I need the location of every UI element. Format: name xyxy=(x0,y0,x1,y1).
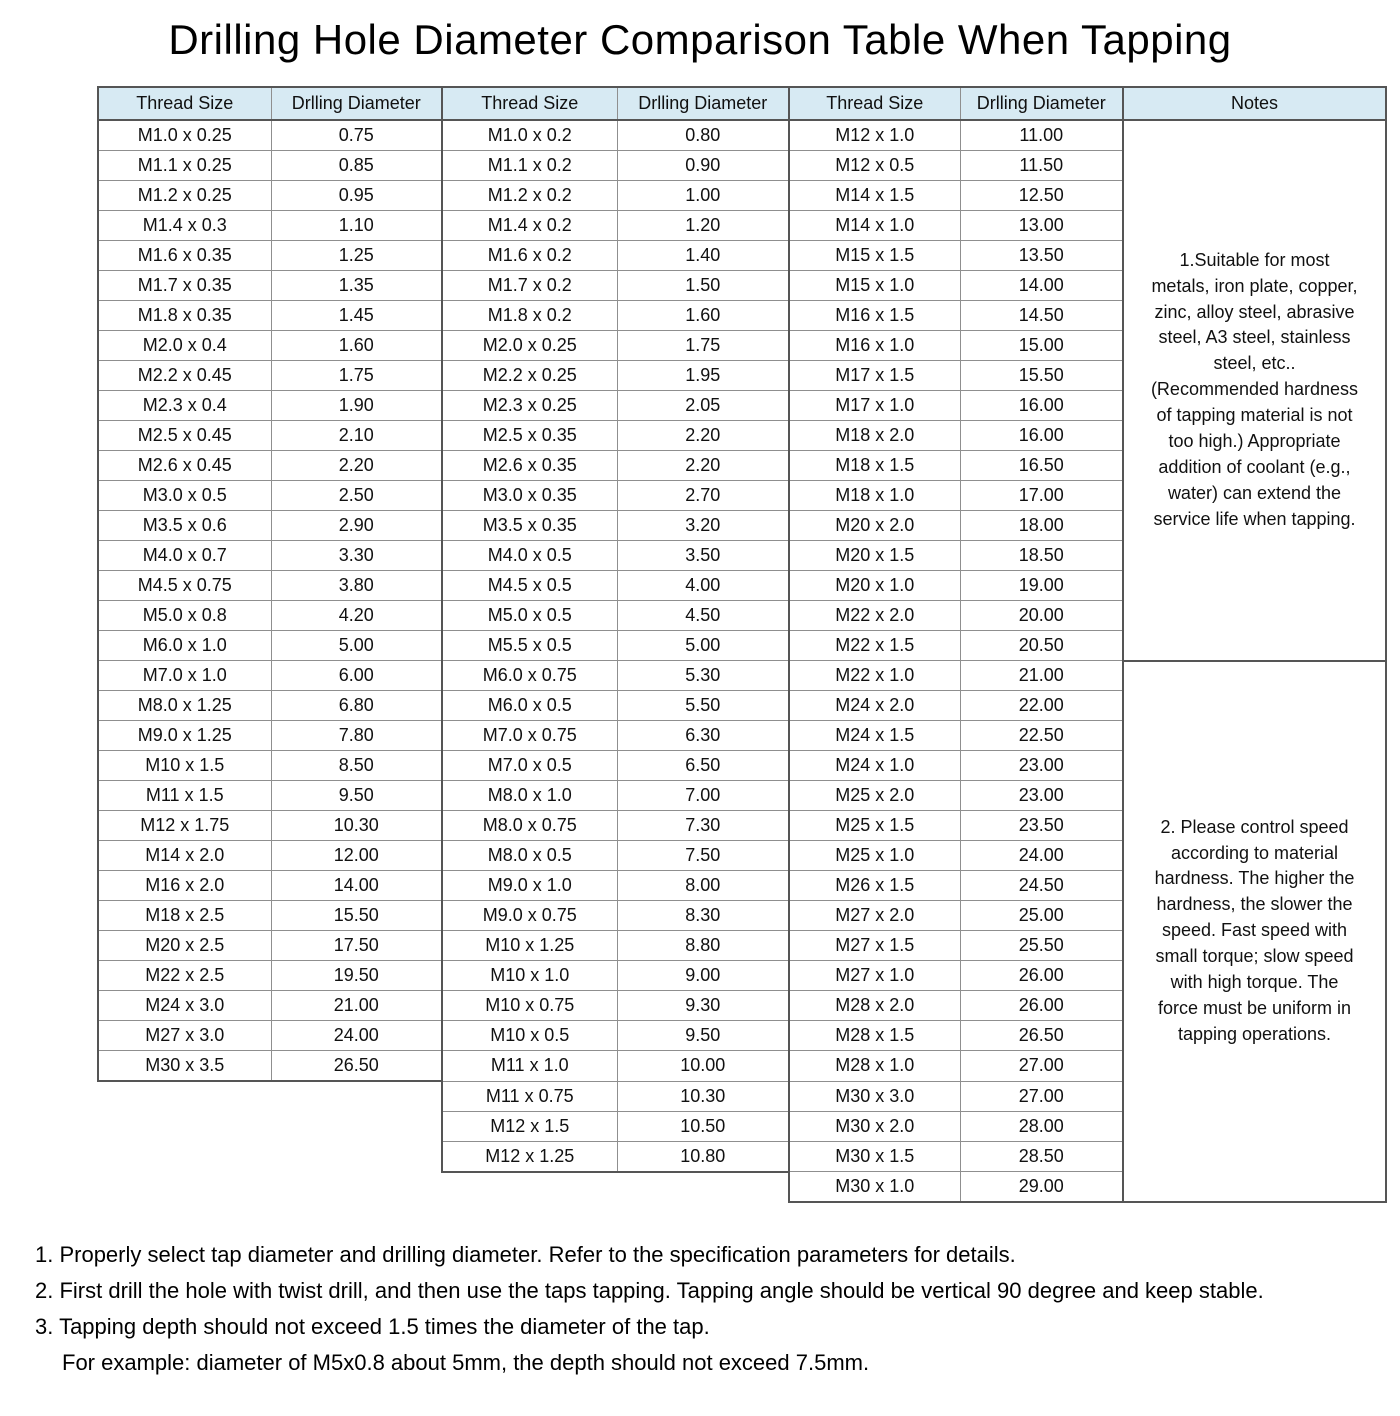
thread-size-cell: M8.0 x 1.25 xyxy=(98,691,271,721)
thread-size-cell: M2.5 x 0.45 xyxy=(98,421,271,451)
drilling-diameter-cell: 23.50 xyxy=(960,811,1123,841)
empty-cell xyxy=(271,1172,442,1203)
drilling-diameter-cell: 2.90 xyxy=(271,511,442,541)
drilling-diameter-cell: 0.90 xyxy=(617,151,789,181)
drilling-diameter-cell: 9.50 xyxy=(617,1021,789,1051)
drilling-comparison-table xyxy=(97,86,1387,1203)
footer-note-1: 1. Properly select tap diameter and drilling diameter. Refer to the specification parameters for details. xyxy=(35,1242,1016,1267)
thread-size-cell: M2.0 x 0.4 xyxy=(98,331,271,361)
column-header-notes: Notes xyxy=(1123,87,1386,120)
thread-size-cell: M24 x 1.0 xyxy=(789,751,960,781)
table-row xyxy=(98,661,1386,691)
thread-size-cell: M1.7 x 0.2 xyxy=(442,271,617,301)
thread-size-cell: M16 x 1.0 xyxy=(789,331,960,361)
thread-size-cell: M26 x 1.5 xyxy=(789,871,960,901)
drilling-diameter-cell: 1.90 xyxy=(271,391,442,421)
drilling-diameter-cell: 0.85 xyxy=(271,151,442,181)
thread-size-cell: M8.0 x 1.0 xyxy=(442,781,617,811)
drilling-diameter-cell: 3.80 xyxy=(271,571,442,601)
drilling-diameter-cell: 0.95 xyxy=(271,181,442,211)
column-header-drilling-diameter-3: Drlling Diameter xyxy=(960,87,1123,120)
column-header-drilling-diameter-1: Drlling Diameter xyxy=(271,87,442,120)
thread-size-cell: M11 x 0.75 xyxy=(442,1081,617,1111)
drilling-diameter-cell: 20.50 xyxy=(960,631,1123,661)
page-title: Drilling Hole Diameter Comparison Table When Tapping xyxy=(168,16,1232,63)
header-row xyxy=(98,87,1386,120)
drilling-diameter-cell: 26.00 xyxy=(960,991,1123,1021)
drilling-diameter-cell: 2.10 xyxy=(271,421,442,451)
drilling-diameter-cell: 2.05 xyxy=(617,391,789,421)
thread-size-cell: M17 x 1.0 xyxy=(789,391,960,421)
drilling-diameter-cell: 22.00 xyxy=(960,691,1123,721)
thread-size-cell: M3.5 x 0.35 xyxy=(442,511,617,541)
drilling-diameter-cell: 5.30 xyxy=(617,661,789,691)
drilling-diameter-cell: 1.50 xyxy=(617,271,789,301)
drilling-diameter-cell: 28.50 xyxy=(960,1141,1123,1172)
thread-size-cell: M16 x 2.0 xyxy=(98,871,271,901)
drilling-diameter-cell: 25.00 xyxy=(960,901,1123,931)
thread-size-cell: M27 x 2.0 xyxy=(789,901,960,931)
thread-size-cell: M9.0 x 1.25 xyxy=(98,721,271,751)
thread-size-cell: M9.0 x 0.75 xyxy=(442,901,617,931)
thread-size-cell: M1.4 x 0.2 xyxy=(442,211,617,241)
drilling-diameter-cell: 7.80 xyxy=(271,721,442,751)
drilling-diameter-cell: 9.00 xyxy=(617,961,789,991)
drilling-diameter-cell: 11.00 xyxy=(960,120,1123,151)
thread-size-cell: M10 x 1.25 xyxy=(442,931,617,961)
drilling-diameter-cell: 1.95 xyxy=(617,361,789,391)
thread-size-cell: M1.1 x 0.25 xyxy=(98,151,271,181)
thread-size-cell: M28 x 1.5 xyxy=(789,1021,960,1051)
drilling-diameter-cell: 0.75 xyxy=(271,120,442,151)
thread-size-cell: M10 x 1.5 xyxy=(98,751,271,781)
thread-size-cell: M20 x 2.0 xyxy=(789,511,960,541)
thread-size-cell: M30 x 3.0 xyxy=(789,1081,960,1111)
drilling-diameter-cell: 16.00 xyxy=(960,391,1123,421)
drilling-diameter-cell: 22.50 xyxy=(960,721,1123,751)
drilling-diameter-cell: 27.00 xyxy=(960,1051,1123,1082)
thread-size-cell: M28 x 1.0 xyxy=(789,1051,960,1082)
drilling-diameter-cell: 3.30 xyxy=(271,541,442,571)
drilling-diameter-cell: 5.00 xyxy=(617,631,789,661)
drilling-diameter-cell: 14.00 xyxy=(960,271,1123,301)
thread-size-cell: M22 x 1.5 xyxy=(789,631,960,661)
drilling-diameter-cell: 8.30 xyxy=(617,901,789,931)
thread-size-cell: M25 x 1.5 xyxy=(789,811,960,841)
drilling-diameter-cell: 1.60 xyxy=(617,301,789,331)
drilling-diameter-cell: 16.00 xyxy=(960,421,1123,451)
drilling-diameter-cell: 15.50 xyxy=(271,901,442,931)
thread-size-cell: M1.6 x 0.35 xyxy=(98,241,271,271)
drilling-diameter-cell: 7.30 xyxy=(617,811,789,841)
thread-size-cell: M12 x 1.25 xyxy=(442,1141,617,1172)
thread-size-cell: M4.5 x 0.5 xyxy=(442,571,617,601)
drilling-diameter-cell: 6.80 xyxy=(271,691,442,721)
thread-size-cell: M27 x 1.5 xyxy=(789,931,960,961)
thread-size-cell: M3.0 x 0.35 xyxy=(442,481,617,511)
thread-size-cell: M22 x 2.0 xyxy=(789,601,960,631)
drilling-diameter-cell: 23.00 xyxy=(960,781,1123,811)
table-body xyxy=(98,120,1386,1202)
drilling-diameter-cell: 4.20 xyxy=(271,601,442,631)
drilling-diameter-cell: 10.50 xyxy=(617,1111,789,1141)
thread-size-cell: M1.8 x 0.2 xyxy=(442,301,617,331)
thread-size-cell: M2.5 x 0.35 xyxy=(442,421,617,451)
empty-cell xyxy=(98,1141,271,1172)
thread-size-cell: M1.0 x 0.25 xyxy=(98,120,271,151)
drilling-diameter-cell: 19.00 xyxy=(960,571,1123,601)
thread-size-cell: M1.4 x 0.3 xyxy=(98,211,271,241)
footer-note-3-example: For example: diameter of M5x0.8 about 5mm, the depth should not exceed 7.5mm. xyxy=(62,1350,870,1376)
drilling-diameter-cell: 13.00 xyxy=(960,211,1123,241)
thread-size-cell: M2.2 x 0.45 xyxy=(98,361,271,391)
thread-size-cell: M12 x 1.0 xyxy=(789,120,960,151)
empty-cell xyxy=(271,1081,442,1111)
thread-size-cell: M20 x 1.0 xyxy=(789,571,960,601)
drilling-diameter-cell: 3.20 xyxy=(617,511,789,541)
drilling-diameter-cell: 14.00 xyxy=(271,871,442,901)
thread-size-cell: M4.0 x 0.5 xyxy=(442,541,617,571)
thread-size-cell: M2.0 x 0.25 xyxy=(442,331,617,361)
drilling-diameter-cell: 11.50 xyxy=(960,151,1123,181)
drilling-diameter-cell: 18.50 xyxy=(960,541,1123,571)
thread-size-cell: M1.1 x 0.2 xyxy=(442,151,617,181)
thread-size-cell: M12 x 1.75 xyxy=(98,811,271,841)
drilling-diameter-cell: 6.30 xyxy=(617,721,789,751)
drilling-diameter-cell: 26.50 xyxy=(960,1021,1123,1051)
drilling-diameter-cell: 8.80 xyxy=(617,931,789,961)
drilling-diameter-cell: 2.50 xyxy=(271,481,442,511)
thread-size-cell: M18 x 1.5 xyxy=(789,451,960,481)
thread-size-cell: M20 x 2.5 xyxy=(98,931,271,961)
thread-size-cell: M1.6 x 0.2 xyxy=(442,241,617,271)
drilling-diameter-cell: 24.00 xyxy=(960,841,1123,871)
drilling-diameter-cell: 27.00 xyxy=(960,1081,1123,1111)
drilling-diameter-cell: 14.50 xyxy=(960,301,1123,331)
thread-size-cell: M2.6 x 0.35 xyxy=(442,451,617,481)
drilling-diameter-cell: 23.00 xyxy=(960,751,1123,781)
thread-size-cell: M14 x 1.0 xyxy=(789,211,960,241)
drilling-diameter-cell: 7.00 xyxy=(617,781,789,811)
thread-size-cell: M30 x 3.5 xyxy=(98,1051,271,1082)
thread-size-cell: M1.7 x 0.35 xyxy=(98,271,271,301)
thread-size-cell: M30 x 1.0 xyxy=(789,1172,960,1203)
drilling-diameter-cell: 2.20 xyxy=(617,451,789,481)
thread-size-cell: M30 x 2.0 xyxy=(789,1111,960,1141)
drilling-diameter-cell: 0.80 xyxy=(617,120,789,151)
drilling-diameter-cell: 24.50 xyxy=(960,871,1123,901)
thread-size-cell: M1.8 x 0.35 xyxy=(98,301,271,331)
thread-size-cell: M4.0 x 0.7 xyxy=(98,541,271,571)
thread-size-cell: M15 x 1.0 xyxy=(789,271,960,301)
thread-size-cell: M22 x 1.0 xyxy=(789,661,960,691)
drilling-diameter-cell: 24.00 xyxy=(271,1021,442,1051)
drilling-diameter-cell: 17.50 xyxy=(271,931,442,961)
drilling-diameter-cell: 5.00 xyxy=(271,631,442,661)
drilling-diameter-cell: 18.00 xyxy=(960,511,1123,541)
thread-size-cell: M24 x 1.5 xyxy=(789,721,960,751)
drilling-diameter-cell: 10.30 xyxy=(617,1081,789,1111)
thread-size-cell: M16 x 1.5 xyxy=(789,301,960,331)
footer-note-2: 2. First drill the hole with twist drill, and then use the taps tapping. Tapping angle should be vertical 90 degree and keep stable. xyxy=(35,1278,1264,1304)
empty-cell xyxy=(442,1172,617,1203)
column-header-thread-size-1: Thread Size xyxy=(98,87,271,120)
thread-size-cell: M27 x 1.0 xyxy=(789,961,960,991)
thread-size-cell: M18 x 2.0 xyxy=(789,421,960,451)
thread-size-cell: M8.0 x 0.75 xyxy=(442,811,617,841)
drilling-diameter-cell: 19.50 xyxy=(271,961,442,991)
thread-size-cell: M25 x 1.0 xyxy=(789,841,960,871)
drilling-diameter-cell: 2.20 xyxy=(617,421,789,451)
thread-size-cell: M28 x 2.0 xyxy=(789,991,960,1021)
column-header-drilling-diameter-2: Drlling Diameter xyxy=(617,87,789,120)
drilling-diameter-cell: 17.00 xyxy=(960,481,1123,511)
thread-size-cell: M7.0 x 0.75 xyxy=(442,721,617,751)
thread-size-cell: M1.0 x 0.2 xyxy=(442,120,617,151)
thread-size-cell: M6.0 x 1.0 xyxy=(98,631,271,661)
empty-cell xyxy=(98,1081,271,1111)
drilling-diameter-cell: 15.00 xyxy=(960,331,1123,361)
drilling-diameter-cell: 9.50 xyxy=(271,781,442,811)
thread-size-cell: M2.3 x 0.4 xyxy=(98,391,271,421)
thread-size-cell: M7.0 x 0.5 xyxy=(442,751,617,781)
drilling-diameter-cell: 10.80 xyxy=(617,1141,789,1172)
drilling-diameter-cell: 7.50 xyxy=(617,841,789,871)
thread-size-cell: M3.0 x 0.5 xyxy=(98,481,271,511)
thread-size-cell: M1.2 x 0.2 xyxy=(442,181,617,211)
thread-size-cell: M30 x 1.5 xyxy=(789,1141,960,1172)
thread-size-cell: M24 x 3.0 xyxy=(98,991,271,1021)
thread-size-cell: M10 x 1.0 xyxy=(442,961,617,991)
empty-cell xyxy=(271,1141,442,1172)
drilling-diameter-cell: 26.50 xyxy=(271,1051,442,1082)
drilling-diameter-cell: 16.50 xyxy=(960,451,1123,481)
thread-size-cell: M27 x 3.0 xyxy=(98,1021,271,1051)
thread-size-cell: M14 x 1.5 xyxy=(789,181,960,211)
drilling-diameter-cell: 1.45 xyxy=(271,301,442,331)
drilling-diameter-cell: 8.00 xyxy=(617,871,789,901)
empty-cell xyxy=(617,1172,789,1203)
thread-size-cell: M12 x 0.5 xyxy=(789,151,960,181)
thread-size-cell: M6.0 x 0.5 xyxy=(442,691,617,721)
thread-size-cell: M22 x 2.5 xyxy=(98,961,271,991)
thread-size-cell: M5.5 x 0.5 xyxy=(442,631,617,661)
drilling-diameter-cell: 12.50 xyxy=(960,181,1123,211)
drilling-diameter-cell: 5.50 xyxy=(617,691,789,721)
thread-size-cell: M10 x 0.5 xyxy=(442,1021,617,1051)
drilling-diameter-cell: 28.00 xyxy=(960,1111,1123,1141)
drilling-diameter-cell: 1.60 xyxy=(271,331,442,361)
thread-size-cell: M5.0 x 0.5 xyxy=(442,601,617,631)
drilling-diameter-cell: 21.00 xyxy=(271,991,442,1021)
thread-size-cell: M25 x 2.0 xyxy=(789,781,960,811)
empty-cell xyxy=(271,1111,442,1141)
thread-size-cell: M15 x 1.5 xyxy=(789,241,960,271)
thread-size-cell: M3.5 x 0.6 xyxy=(98,511,271,541)
drilling-diameter-cell: 21.00 xyxy=(960,661,1123,691)
thread-size-cell: M14 x 2.0 xyxy=(98,841,271,871)
drilling-diameter-cell: 2.70 xyxy=(617,481,789,511)
thread-size-cell: M2.6 x 0.45 xyxy=(98,451,271,481)
drilling-diameter-cell: 8.50 xyxy=(271,751,442,781)
thread-size-cell: M18 x 1.0 xyxy=(789,481,960,511)
drilling-diameter-cell: 10.00 xyxy=(617,1051,789,1082)
drilling-diameter-cell: 10.30 xyxy=(271,811,442,841)
drilling-diameter-cell: 2.20 xyxy=(271,451,442,481)
thread-size-cell: M18 x 2.5 xyxy=(98,901,271,931)
page xyxy=(0,16,1400,1416)
drilling-diameter-cell: 1.40 xyxy=(617,241,789,271)
thread-size-cell: M2.2 x 0.25 xyxy=(442,361,617,391)
drilling-diameter-cell: 6.00 xyxy=(271,661,442,691)
drilling-diameter-cell: 1.25 xyxy=(271,241,442,271)
thread-size-cell: M11 x 1.5 xyxy=(98,781,271,811)
drilling-diameter-cell: 26.00 xyxy=(960,961,1123,991)
thread-size-cell: M8.0 x 0.5 xyxy=(442,841,617,871)
drilling-diameter-cell: 1.00 xyxy=(617,181,789,211)
drilling-diameter-cell: 3.50 xyxy=(617,541,789,571)
thread-size-cell: M2.3 x 0.25 xyxy=(442,391,617,421)
thread-size-cell: M9.0 x 1.0 xyxy=(442,871,617,901)
thread-size-cell: M1.2 x 0.25 xyxy=(98,181,271,211)
drilling-diameter-cell: 13.50 xyxy=(960,241,1123,271)
drilling-diameter-cell: 29.00 xyxy=(960,1172,1123,1203)
thread-size-cell: M17 x 1.5 xyxy=(789,361,960,391)
table-row xyxy=(98,120,1386,151)
thread-size-cell: M24 x 2.0 xyxy=(789,691,960,721)
drilling-diameter-cell: 1.10 xyxy=(271,211,442,241)
drilling-diameter-cell: 4.50 xyxy=(617,601,789,631)
drilling-diameter-cell: 1.75 xyxy=(617,331,789,361)
drilling-diameter-cell: 4.00 xyxy=(617,571,789,601)
thread-size-cell: M20 x 1.5 xyxy=(789,541,960,571)
drilling-diameter-cell: 1.35 xyxy=(271,271,442,301)
drilling-diameter-cell: 25.50 xyxy=(960,931,1123,961)
thread-size-cell: M10 x 0.75 xyxy=(442,991,617,1021)
thread-size-cell: M12 x 1.5 xyxy=(442,1111,617,1141)
drilling-diameter-cell: 15.50 xyxy=(960,361,1123,391)
drilling-diameter-cell: 12.00 xyxy=(271,841,442,871)
thread-size-cell: M5.0 x 0.8 xyxy=(98,601,271,631)
thread-size-cell: M7.0 x 1.0 xyxy=(98,661,271,691)
drilling-diameter-cell: 1.75 xyxy=(271,361,442,391)
empty-cell xyxy=(98,1172,271,1203)
drilling-diameter-cell: 1.20 xyxy=(617,211,789,241)
drilling-diameter-cell: 6.50 xyxy=(617,751,789,781)
column-header-thread-size-3: Thread Size xyxy=(789,87,960,120)
column-header-thread-size-2: Thread Size xyxy=(442,87,617,120)
footer-note-3: 3. Tapping depth should not exceed 1.5 times the diameter of the tap. xyxy=(35,1314,710,1340)
thread-size-cell: M4.5 x 0.75 xyxy=(98,571,271,601)
footer-notes xyxy=(35,1237,1400,1381)
notes-cell: 1.Suitable for most metals, iron plate, copper, zinc, alloy steel, abrasive steel, A3 steel, stainless steel, etc..(Recommended hardness of tapping material is not too high.) Appropriate addition of coolant (e.g., water) can extend the service life when tapping. xyxy=(1123,120,1386,661)
thread-size-cell: M6.0 x 0.75 xyxy=(442,661,617,691)
thread-size-cell: M11 x 1.0 xyxy=(442,1051,617,1082)
drilling-diameter-cell: 20.00 xyxy=(960,601,1123,631)
drilling-diameter-cell: 9.30 xyxy=(617,991,789,1021)
empty-cell xyxy=(98,1111,271,1141)
notes-cell: 2. Please control speed according to material hardness. The higher the hardness, the slower the speed. Fast speed with small torque; slow speed with high torque. The force must be uniform in tapping operations. xyxy=(1123,661,1386,1203)
